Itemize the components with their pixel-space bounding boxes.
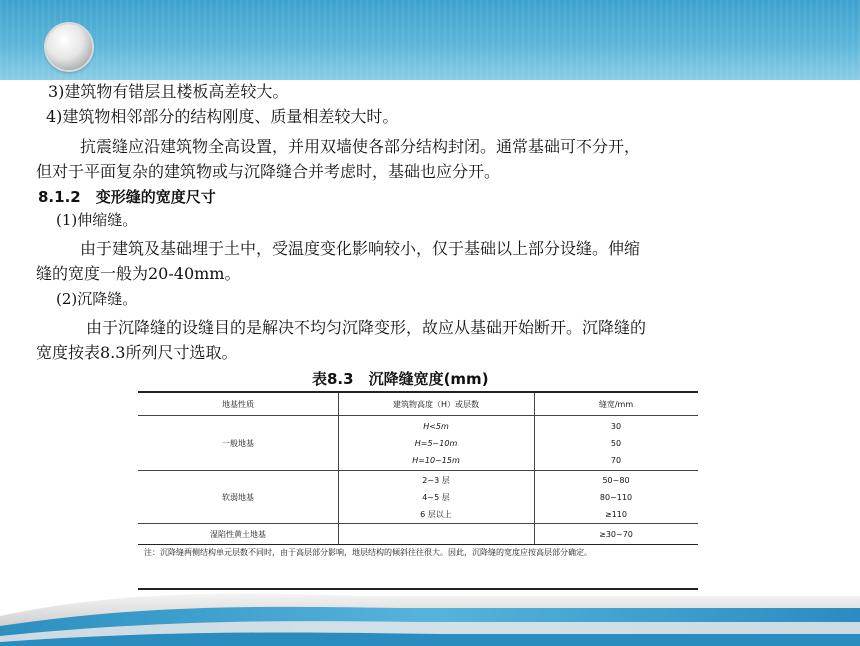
item1-text-line-2: 缝的宽度一般为20-40mm。	[36, 264, 241, 283]
height-value: 4~5 层	[422, 492, 450, 502]
cell-heights	[338, 471, 534, 523]
cell-ground: 一般地基	[222, 438, 254, 448]
paragraph-line-1: 抗震缝应沿建筑物全高设置，并用双墙使各部分结构封闭。通常基础可不分开，	[80, 137, 641, 156]
cell-ground: 湿陷性黄土地基	[210, 529, 266, 539]
cell-widths	[534, 416, 698, 470]
paragraph-line-2: 但对于平面复杂的建筑物或与沉降缝合并考虑时，基础也应分开。	[36, 162, 501, 181]
text-line-2: 4)建筑物相邻部分的结构刚度、质量相差较大时。	[46, 107, 399, 126]
table-row	[138, 524, 698, 545]
item1-label: (1)伸缩缝。	[56, 211, 138, 229]
height-value: 2~3 层	[422, 475, 450, 485]
orb-icon	[46, 24, 92, 70]
table-note: 注：沉降缝两侧结构单元层数不同时，由于高层部分影响，地层结构的倾斜往往很大。因此，沉降缝的宽度应按高层部分确定。	[144, 548, 592, 557]
width-value: 50~80	[602, 475, 630, 485]
header-height: 建筑物高度（H）或层数	[392, 399, 479, 409]
width-value: 30	[610, 421, 622, 431]
settlement-joint-table	[138, 391, 698, 590]
height-value: 6 层以上	[420, 509, 452, 519]
section-heading: 8.1.2 变形缝的宽度尺寸	[38, 188, 216, 206]
column-divider	[534, 393, 535, 544]
header-band	[0, 0, 860, 80]
width-value: 50	[610, 438, 622, 448]
table-caption: 表8.3 沉降缝宽度(mm)	[312, 370, 489, 388]
item2-text-line-2: 宽度按表8.3所列尺寸选取。	[36, 343, 238, 362]
text-line-1: 3)建筑物有错层且楼板高差较大。	[48, 82, 289, 101]
column-divider	[338, 393, 339, 544]
height-value: H=10~15m	[412, 455, 460, 465]
item1-text-line-1: 由于建筑及基础埋于土中，受温度变化影响较小，仅于基础以上部分设缝。伸缩	[80, 239, 641, 258]
table-row	[138, 416, 698, 471]
width-value: ≥110	[605, 509, 627, 519]
width-value: ≥30~70	[599, 529, 633, 539]
header-width: 缝宽/mm	[598, 399, 634, 409]
bottom-swoosh-decoration	[0, 586, 860, 646]
width-value: 70	[610, 455, 622, 465]
table-header-row	[138, 393, 698, 416]
header-ground: 地基性质	[222, 399, 254, 409]
cell-ground: 软弱地基	[222, 492, 254, 502]
width-value: 80~110	[599, 492, 633, 502]
height-value: H=5~10m	[414, 438, 458, 448]
cell-widths	[534, 471, 698, 523]
height-value: H<5m	[423, 421, 449, 431]
item2-text-line-1: 由于沉降缝的设缝目的是解决不均匀沉降变形，故应从基础开始断开。沉降缝的	[86, 318, 647, 337]
cell-heights	[338, 416, 534, 470]
table-row	[138, 471, 698, 524]
item2-label: (2)沉降缝。	[56, 290, 138, 308]
